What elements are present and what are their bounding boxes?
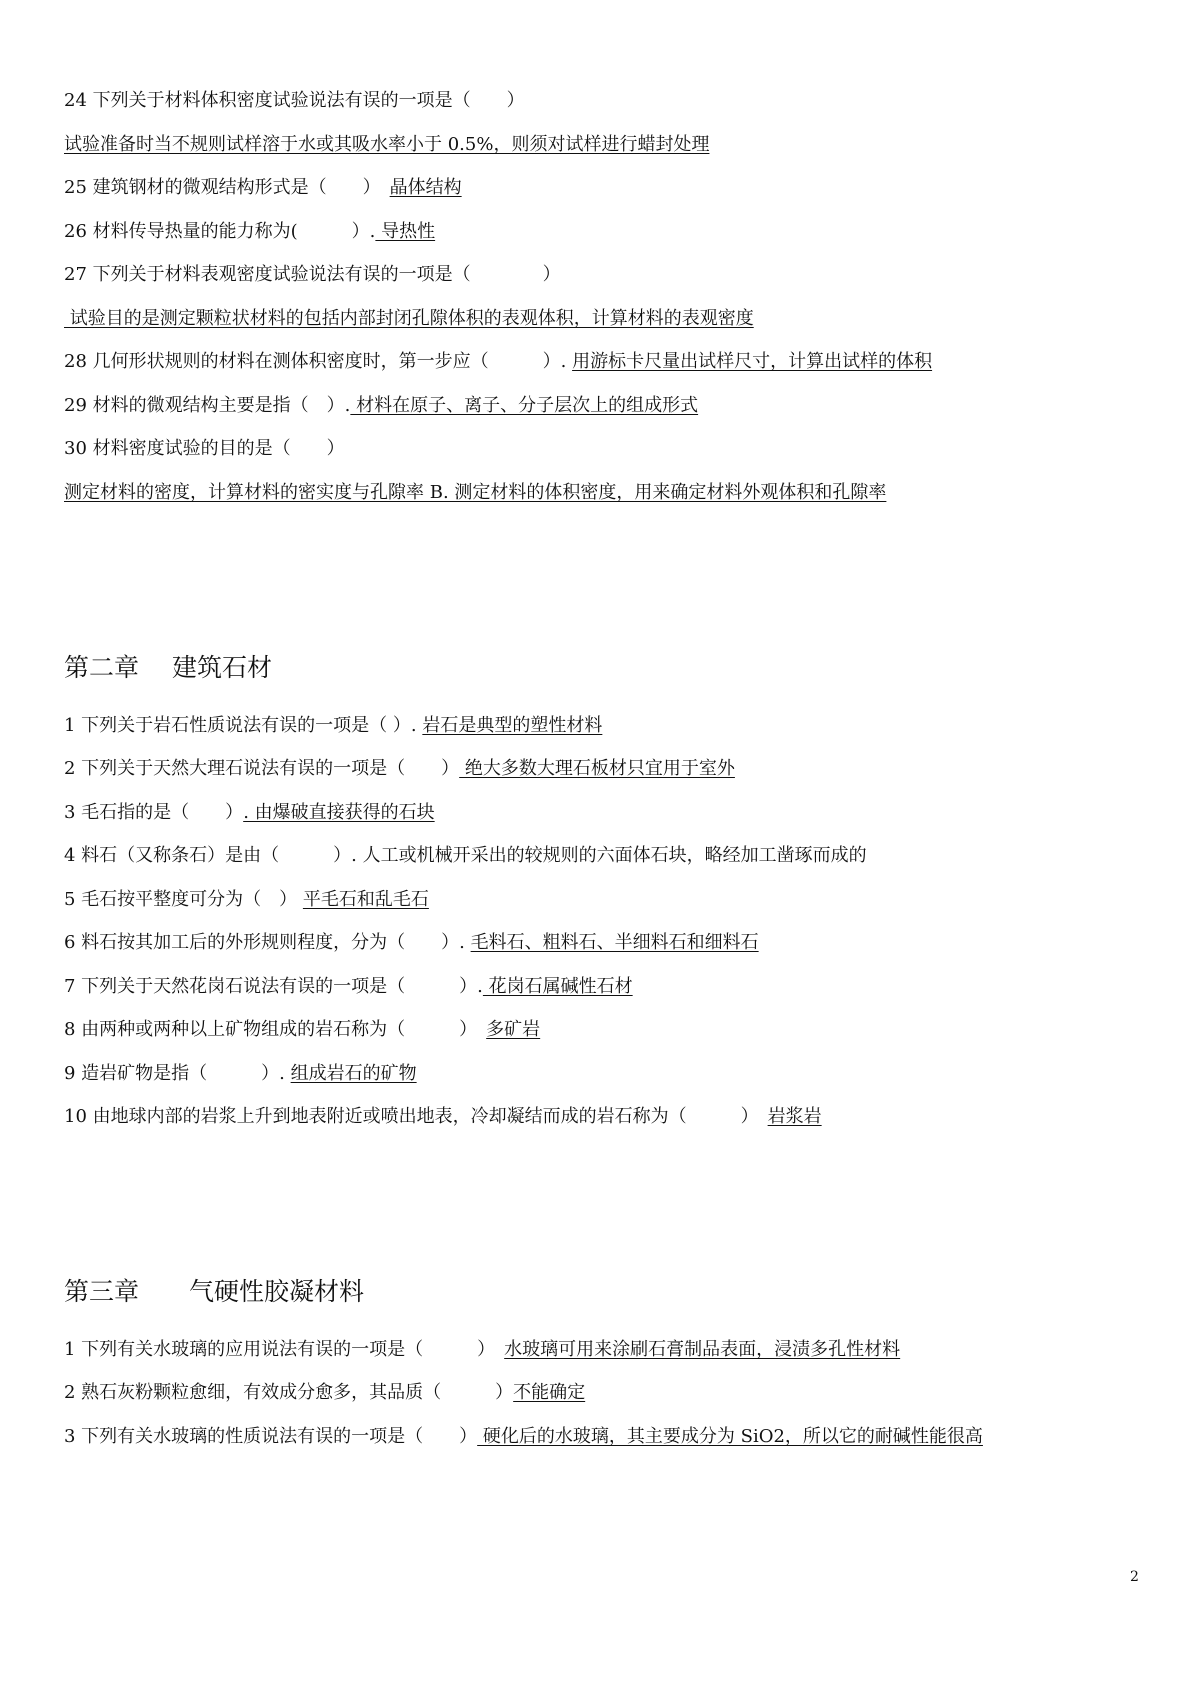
answer-text: 试验准备时当不规则试样溶于水或其吸水率小于 0.5%，则须对试样进行蜡封处理 xyxy=(64,134,710,155)
question-27 xyxy=(64,263,561,287)
question-24 xyxy=(64,89,525,113)
answer-text: 人工或机械开采出的较规则的六面体石块，略经加工凿琢而成的 xyxy=(356,845,867,866)
answer-text: 用游标卡尺量出试样尺寸，计算出试样的体积 xyxy=(572,351,933,372)
ch2-question-7 xyxy=(64,975,633,999)
answer-24 xyxy=(64,133,709,157)
answer-text: 毛料石、粗料石、半细料石和细料石 xyxy=(470,932,759,953)
answer-text: 平毛石和乱毛石 xyxy=(302,889,429,910)
answer-text: 绝大多数大理石板材只宜用于室外 xyxy=(459,758,735,779)
question-28 xyxy=(64,350,932,374)
answer-text: 材料在原子、离子、分子层次上的组成形式 xyxy=(350,395,699,416)
ch2-question-4 xyxy=(64,844,867,868)
question-text: 3 下列有关水玻璃的性质说法有误的一项是（ ） xyxy=(64,1426,478,1447)
answer-27 xyxy=(64,307,754,331)
answer-text: 岩石是典型的塑性材料 xyxy=(422,715,603,736)
question-text: 24 下列关于材料体积密度试验说法有误的一项是（ ） xyxy=(64,90,525,111)
question-text: 2 下列关于天然大理石说法有误的一项是（ ） xyxy=(64,758,460,779)
answer-text: 测定材料的密度，计算材料的密实度与孔隙率 B. 测定材料的体积密度，用来确定材料外观体积和孔隙率 xyxy=(64,482,887,503)
question-text: 4 料石（又称条石）是由（ ）. xyxy=(64,845,357,866)
answer-text: 试验目的是测定颗粒状材料的包括内部封闭孔隙体积的表观体积，计算材料的表观密度 xyxy=(64,308,754,329)
question-text: 8 由两种或两种以上矿物组成的岩石称为（ ） xyxy=(64,1019,487,1040)
answer-text: 组成岩石的矿物 xyxy=(290,1063,417,1084)
question-text: 30 材料密度试验的目的是（ ） xyxy=(64,438,345,459)
ch2-question-5 xyxy=(64,888,429,912)
question-text: 7 下列关于天然花岗石说法有误的一项是（ ）. xyxy=(64,976,483,997)
ch3-question-1 xyxy=(64,1338,900,1362)
question-30 xyxy=(64,437,345,461)
ch2-question-8 xyxy=(64,1018,540,1042)
question-text: 1 下列有关水玻璃的应用说法有误的一项是（ ） xyxy=(64,1339,505,1360)
ch2-question-1 xyxy=(64,714,602,738)
ch2-question-6 xyxy=(64,931,759,955)
ch2-question-9 xyxy=(64,1062,417,1086)
question-26 xyxy=(64,220,435,244)
ch2-question-3 xyxy=(64,801,435,825)
question-25 xyxy=(64,176,462,200)
ch3-question-2 xyxy=(64,1381,585,1405)
question-29 xyxy=(64,394,698,418)
question-text: 29 材料的微观结构主要是指（ ）. xyxy=(64,395,351,416)
ch2-question-2 xyxy=(64,757,735,781)
answer-text: 水玻璃可用来涂刷石膏制品表面，浸渍多孔性材料 xyxy=(504,1339,901,1360)
answer-text: 岩浆岩 xyxy=(767,1106,822,1127)
answer-text: 硬化后的水玻璃，其主要成分为 SiO2，所以它的耐碱性能很高 xyxy=(477,1426,983,1447)
answer-text: 不能确定 xyxy=(513,1382,586,1403)
ch2-question-10 xyxy=(64,1105,822,1129)
answer-text: 花岗石属碱性石材 xyxy=(482,976,633,997)
question-text: 6 料石按其加工后的外形规则程度，分为（ ）. xyxy=(64,932,471,953)
question-text: 10 由地球内部的岩浆上升到地表附近或喷出地表，冷却凝结而成的岩石称为（ ） xyxy=(64,1106,768,1127)
question-text: 1 下列关于岩石性质说法有误的一项是（ ）. xyxy=(64,715,423,736)
question-text: 25 建筑钢材的微观结构形式是（ ） xyxy=(64,177,390,198)
question-text: 27 下列关于材料表观密度试验说法有误的一项是（ ） xyxy=(64,264,561,285)
question-text: 5 毛石按平整度可分为（ ） xyxy=(64,889,303,910)
answer-text: 晶体结构 xyxy=(389,177,462,198)
answer-text: 导热性 xyxy=(375,221,436,242)
answer-text: 多矿岩 xyxy=(486,1019,541,1040)
answer-text: . 由爆破直接获得的石块 xyxy=(243,802,435,823)
question-text: 26 材料传导热量的能力称为( ）. xyxy=(64,221,376,242)
answer-30 xyxy=(64,481,886,505)
question-text: 3 毛石指的是（ ） xyxy=(64,802,244,823)
ch3-question-3 xyxy=(64,1425,983,1449)
question-text: 9 造岩矿物是指（ ）. xyxy=(64,1063,291,1084)
question-text: 28 几何形状规则的材料在测体积密度时，第一步应（ ）. xyxy=(64,351,573,372)
question-text: 2 熟石灰粉颗粒愈细，有效成分愈多，其品质（ ） xyxy=(64,1382,514,1403)
page-number: 2 xyxy=(1130,1569,1139,1585)
chapter-2-heading: 第二章 建筑石材 xyxy=(64,653,272,682)
chapter-3-heading: 第三章 气硬性胶凝材料 xyxy=(64,1277,365,1306)
